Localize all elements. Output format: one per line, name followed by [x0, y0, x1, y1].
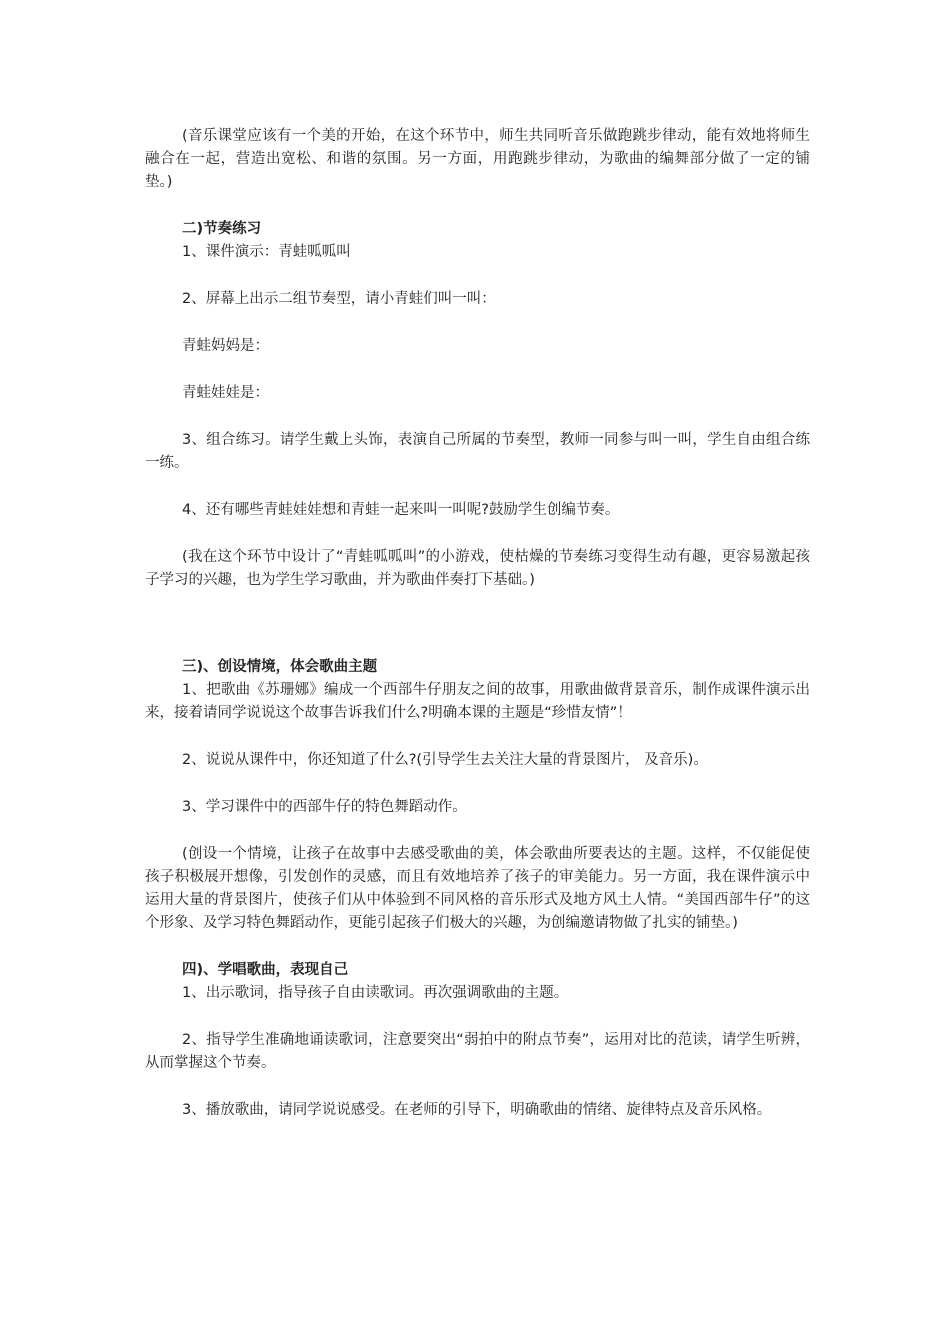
document-page	[145, 125, 810, 1122]
paragraph-rhythm-1: 1、课件演示：青蛙呱呱叫	[182, 244, 351, 260]
paragraph-rhythm-3: 3、组合练习。请学生戴上头饰，表演自己所属的节奏型，教师一同参与叫一叫，学生自由组合练一练。	[145, 432, 810, 471]
paragraph-frog-mother: 青蛙妈妈是：	[182, 338, 269, 354]
paragraph-rhythm-2: 2、屏幕上出示二组节奏型，请小青蛙们叫一叫：	[182, 291, 496, 307]
paragraph-frog-baby: 青蛙娃娃是：	[182, 385, 269, 401]
paragraph-scenario-note: (创设一个情境，让孩子在故事中去感受歌曲的美，体会歌曲所要表达的主题。这样，不仅能促使孩子积极展开想像，引发创作的灵感，而且有效地培养了孩子的审美能力。另一方面，我在课件演示中运用大量的背景图片，使孩子们从中体验到不同风格的音乐形式及地方风土人情。“美国西部牛仔”的这个形象、及学习特色舞蹈动作，更能引起孩子们极大的兴趣，为创编邀请物做了扎实的铺垫。)	[145, 846, 810, 931]
paragraph-rhythm-note: (我在这个环节中设计了“青蛙呱呱叫”的小游戏，使枯燥的节奏练习变得生动有趣，更容易激起孩子学习的兴趣，也为学生学习歌曲，并为歌曲伴奏打下基础。)	[145, 549, 810, 588]
section-heading-rhythm: 二)节奏练习	[182, 221, 262, 237]
paragraph-rhythm-4: 4、还有哪些青蛙娃娃想和青蛙一起来叫一叫呢?鼓励学生创编节奏。	[182, 502, 620, 518]
section-heading-scenario: 三)、创设情境，体会歌曲主题	[182, 659, 378, 675]
paragraph-scenario-2: 2、说说从课件中，你还知道了什么?(引导学生去关注大量的背景图片， 及音乐)。	[182, 752, 708, 768]
paragraph-singing-2: 2、指导学生准确地诵读歌词，注意要突出“弱拍中的附点节奏”，运用对比的范读，请学生听辨，从而掌握这个节奏。	[145, 1032, 810, 1071]
paragraph-scenario-1: 1、把歌曲《苏珊娜》编成一个西部牛仔朋友之间的故事，用歌曲做背景音乐，制作成课件演示出来，接着请同学说说这个故事告诉我们什么?明确本课的主题是“珍惜友情”！	[145, 682, 810, 721]
paragraph-singing-1: 1、出示歌词，指导孩子自由读歌词。再次强调歌曲的主题。	[182, 985, 569, 1001]
paragraph-scenario-3: 3、学习课件中的西部牛仔的特色舞蹈动作。	[182, 799, 467, 815]
paragraph-singing-3: 3、播放歌曲，请同学说说感受。在老师的引导下，明确歌曲的情绪、旋律特点及音乐风格。	[182, 1102, 772, 1118]
paragraph-intro-note: (音乐课堂应该有一个美的开始，在这个环节中，师生共同听音乐做跑跳步律动，能有效地将师生融合在一起，营造出宽松、和谐的氛围。另一方面，用跑跳步律动，为歌曲的编舞部分做了一定的铺垫。)	[145, 128, 810, 190]
section-heading-singing: 四)、学唱歌曲，表现自己	[182, 962, 349, 978]
